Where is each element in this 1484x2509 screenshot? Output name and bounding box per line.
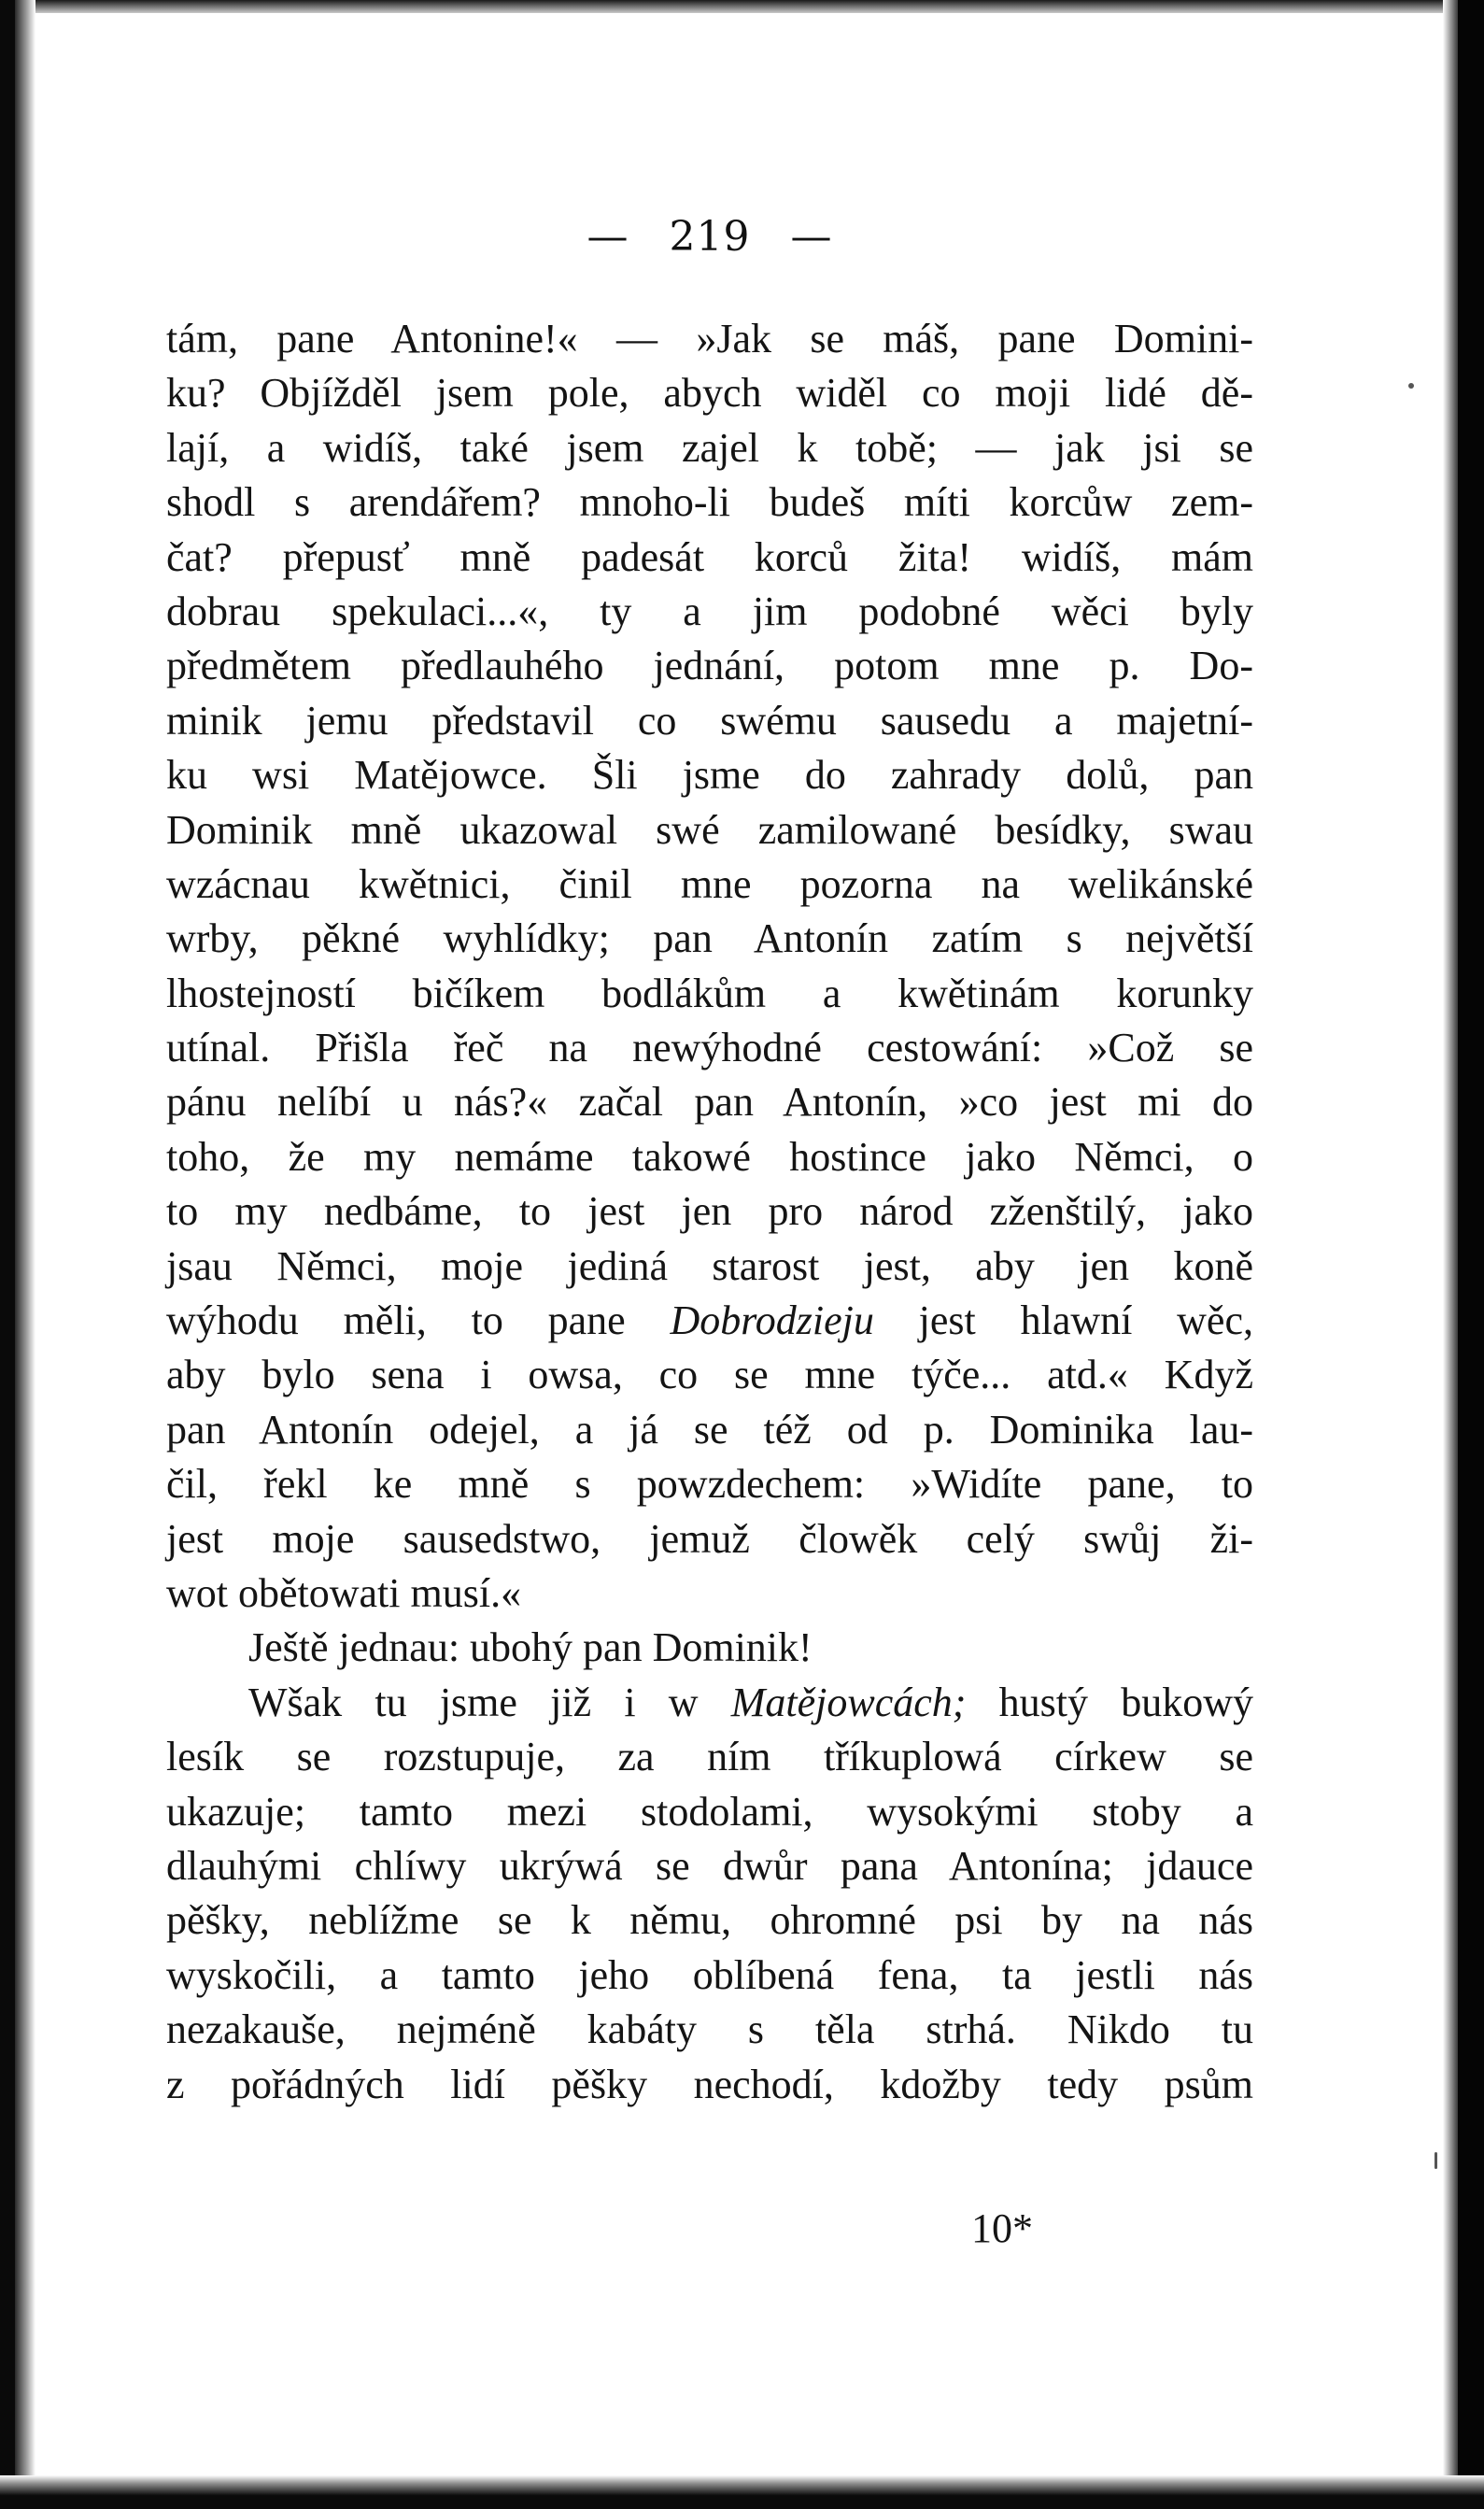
- scan-border-left: [0, 0, 15, 2509]
- text-line: čil, řekl ke mně s powzdechem: »Widíte pane, to: [166, 1461, 1253, 1508]
- scan-border-bottom: [0, 2475, 1484, 2509]
- scan-border-left-shade: [15, 0, 35, 2509]
- italic-word: Matějowcách;: [730, 1679, 967, 1725]
- text-line: wot obětowati musí.«: [166, 1569, 522, 1616]
- text-line: lesík se rozstupuje, za ním tříkuplowá církew se: [166, 1734, 1253, 1780]
- text-line: ku? Objížděl jsem pole, abych widěl co moji lidé dě-: [166, 370, 1253, 417]
- text-line: pánu nelíbí u nás?« začal pan Antonín, »co jest mi do: [166, 1079, 1253, 1126]
- page-header: [0, 213, 1420, 261]
- text-line: tám, pane Antonine!« — »Jak se máš, pane Domini-: [166, 316, 1253, 361]
- text-run: wýhodu měli, to pane: [166, 1297, 671, 1344]
- text-line: minik jemu představil co swému sausedu a majetní-: [166, 697, 1253, 744]
- text-line: předmětem předlauhého jednání, potom mne p. Do-: [166, 643, 1253, 689]
- text-line: pan Antonín odejel, a já se též od p. Dominika lau-: [166, 1406, 1253, 1453]
- scan-speck: [1408, 383, 1414, 389]
- scan-speck: [1435, 2152, 1437, 2169]
- text-line: Ještě jednau: ubohý pan Dominik!: [248, 1624, 813, 1671]
- text-line: dobrau spekulaci...«, ty a jim podobné wěci byly: [166, 588, 1253, 634]
- text-line: jsau Němci, moje jediná starost jest, aby jen koně: [166, 1242, 1253, 1289]
- text-line: toho, že my nemáme takowé hostince jako Němci, o: [166, 1133, 1253, 1180]
- text-line: aby bylo sena i owsa, co se mne týče... atd.« Když: [166, 1352, 1253, 1398]
- text-line: ku wsi Matějowce. Šli jsme do zahrady dolů, pan: [166, 752, 1253, 799]
- signature-mark: 10*: [971, 2205, 1033, 2251]
- text-line: shodl s arendářem? mnoho-li budeš míti korcůw zem-: [166, 479, 1253, 526]
- scan-border-top: [0, 0, 1484, 13]
- text-line: dlauhými chlíwy ukrýwá se dwůr pana Antonína; jdauce: [166, 1842, 1253, 1889]
- text-run: Wšak tu jsme již i w: [248, 1679, 731, 1725]
- text-line: z pořádných lidí pěšky nechodí, kdožby tedy psům: [166, 2061, 1253, 2107]
- text-run: jest hlawní wěc,: [873, 1297, 1253, 1344]
- text-line: Dominik mně ukazowal swé zamilowané besídky, swau: [166, 806, 1253, 853]
- text-line: nezakauše, nejméně kabáty s těla strhá. Nikdo tu: [166, 2006, 1253, 2053]
- text-line: utínal. Přišla řeč na newýhodné cestowání: »Což se: [166, 1025, 1253, 1071]
- scan-border-right-shade: [1443, 0, 1458, 2509]
- scan-border-right: [1458, 0, 1484, 2509]
- text-line: wzácnau kwětnici, činil mne pozorna na welikánské: [166, 860, 1253, 907]
- text-run: hustý bukowý: [966, 1679, 1253, 1725]
- page-number: 219: [669, 213, 751, 261]
- body-text: [166, 312, 1253, 2112]
- italic-word: Dobrodzieju: [670, 1297, 874, 1344]
- text-line: [166, 1294, 1253, 1348]
- text-line: pěšky, neblížme se k němu, ohromné psi by na nás: [166, 1897, 1253, 1944]
- text-line: to my nedbáme, to jest jen pro národ zženštilý, jako: [166, 1188, 1253, 1235]
- text-line: wyskočili, a tamto jeho oblíbená fena, ta jestli nás: [166, 1951, 1253, 1998]
- text-line: lhostejností bičíkem bodlákům a kwětinám korunky: [166, 970, 1253, 1016]
- header-dash-right: —: [790, 213, 833, 261]
- text-line: wrby, pěkné wyhlídky; pan Antonín zatím s největší: [166, 915, 1253, 962]
- text-line: jest moje sausedstwo, jemuž člowěk celý swůj ži-: [166, 1515, 1253, 1562]
- text-line: ukazuje; tamto mezi stodolami, wysokými stoby a: [166, 1788, 1253, 1835]
- text-line: čat? přepusť mně padesát korců žita! widíš, mám: [166, 533, 1253, 580]
- text-line: lají, a widíš, také jsem zajel k tobě; — jak jsi se: [166, 424, 1253, 471]
- text-line: [166, 1676, 1253, 1730]
- header-dash-left: —: [587, 213, 629, 261]
